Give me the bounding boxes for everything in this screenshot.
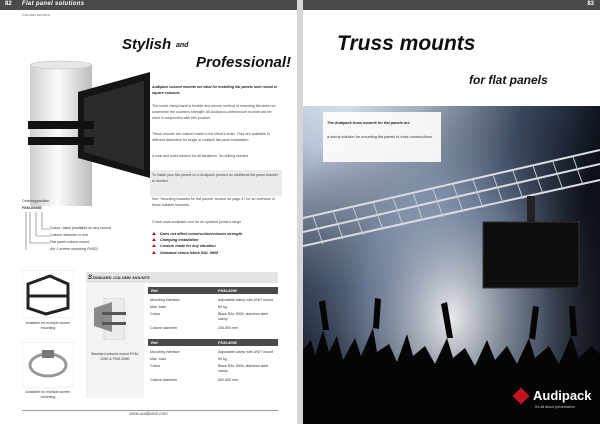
audipack-logo: Audipack (533, 388, 592, 403)
spec-label: Mounting interface (150, 298, 180, 302)
order-item: Column diameter in mm (50, 233, 89, 237)
tagline: It's all about presentation (535, 405, 575, 409)
note-2: See "Mounting brackets for flat panels" section on page 67 for an overview of these suitable brackets. (152, 197, 275, 207)
paragraph-3: A neat and solid solution for all situations. No drilling needed. (152, 154, 249, 158)
spec-value: 500-800 mm (218, 378, 239, 382)
spec-label: Colour (150, 364, 161, 368)
description-title: The Audipack truss mounts for flat panels are (327, 121, 410, 125)
feature-item: Clamping installation (152, 238, 242, 244)
order-item: Flat panel column mount (50, 240, 90, 244)
left-header-bar (0, 0, 297, 10)
spec-value: 60 kg (218, 305, 227, 309)
red-triangle-icon (152, 251, 156, 254)
spec-value: Adjustable clamp with UNIT mount (218, 298, 274, 302)
right-page (303, 0, 600, 424)
feature-item: Standard colour black RAL 9005 (152, 251, 242, 257)
heading-and: and (176, 42, 189, 49)
spec-value: Black RAL 9005, stainless steel clamp (218, 312, 269, 321)
spec-label: Colour (150, 312, 161, 316)
order-connector-lines (24, 212, 54, 252)
red-triangle-icon (152, 238, 156, 241)
page-number-right: 83 (587, 1, 594, 7)
note-1: To install your flat panels on a Audipack product an additional flat panel bracket is needed. (152, 173, 278, 183)
table-title: Standard column mounts (88, 275, 150, 281)
red-triangle-icon (152, 244, 156, 247)
table-header-fkm2050: Ref. FKM-2050 (148, 287, 278, 294)
description-text: a sturdy solution for mounting flat panels to truss constructions. (327, 135, 434, 139)
paragraph-2: These mounts are custom made to the client's order. They are available in different diameters for single or multiple flat panel installation. (152, 132, 270, 142)
heading-stylish: Stylish (122, 36, 172, 53)
feature-item: Custom made for any situation (152, 244, 242, 250)
thumbnail-caption: Available for multiple screen mounting (25, 390, 71, 399)
product-caption: Standard column mount FKM-2050 & FKM-5080 (91, 352, 139, 361)
spec-value: Adjustable clamp with UNIT mount (218, 350, 274, 354)
page-number-left: 82 (5, 1, 12, 7)
footer-url: www.audipack.com (129, 411, 168, 416)
spec-value: 200-500 mm (218, 326, 239, 330)
spec-label: Mounting interface (150, 350, 180, 354)
order-item: Colour: black (available on any colour) (50, 226, 112, 230)
bracket-thumbnail (22, 270, 74, 318)
column-mount-photo (18, 60, 153, 210)
subsection-title: Column mounts (22, 12, 50, 17)
spec-label: Max. load (150, 357, 166, 361)
left-page (0, 0, 297, 424)
truss-title: Truss mounts (337, 32, 476, 55)
section-title: Flat panel solutions (22, 1, 85, 7)
intro-text: Audipack column mounts are ideal for installing flat panels onto round or square columns. (152, 85, 278, 95)
paragraph-1: The metal clamp band is flexible and secure method of mounting flat does not undermine the column's strength. All Audipack Lektrikmount mounts can be used in conjunction with this product. (152, 104, 276, 120)
column-mount-product-image (92, 298, 138, 340)
order-item: (for 2 screen mounting FKM2) (50, 247, 98, 251)
right-header-bar (303, 0, 600, 10)
spec-value: 60 kg (218, 357, 227, 361)
thumbnail-caption: Available for multiple screen mounting (25, 321, 71, 330)
spec-value: Black RAL 9005, stainless steel clamp (218, 364, 269, 373)
spec-label: Column diameter (150, 378, 178, 382)
truss-subtitle: for flat panels (469, 73, 548, 87)
spec-label: Max. load (150, 305, 166, 309)
table-header-fkm5080: Ref. FKM-5080 (148, 339, 278, 346)
order-code: FKM-0000B (22, 206, 42, 210)
heading-professional: Professional! (196, 54, 292, 71)
clamp-thumbnail (22, 342, 74, 388)
red-triangle-icon (152, 232, 156, 235)
spec-label: Column diameter (150, 326, 178, 330)
order-label: Ordering/position (22, 199, 50, 203)
feature-list (152, 232, 242, 257)
check-website: Check www.audipack.com for an updated product range (152, 220, 242, 224)
feature-item: Does not affect construction/column strength (152, 232, 242, 238)
